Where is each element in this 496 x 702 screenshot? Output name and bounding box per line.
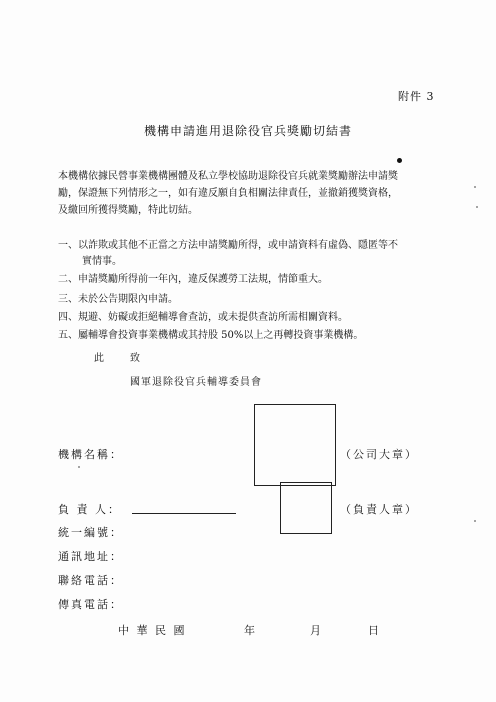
- intro-line: 本機構依據民營事業機構團體及私立學校協助退除役官兵就業獎勵辦法申請獎: [58, 171, 398, 182]
- condition-item: 三、未於公告期限內申請。: [58, 294, 178, 305]
- closing-phrase: 此 致: [94, 353, 148, 364]
- condition-item-continued: 實情事。: [82, 256, 122, 267]
- date-month: 月: [310, 624, 321, 637]
- fax-label: 傳真電話：: [58, 598, 123, 611]
- condition-item: 二、申請獎勵所得前一年內，違反保護勞工法規，情節重大。: [58, 274, 328, 285]
- address-label: 通訊地址：: [58, 550, 123, 563]
- intro-paragraph: [58, 168, 448, 219]
- ink-dot: [397, 158, 402, 163]
- org-name-label: 機構名稱：: [58, 448, 123, 461]
- company-seal-label: （公司大章）: [340, 448, 418, 461]
- scan-speck: [476, 206, 478, 208]
- date-era: 中 華 民 國: [118, 624, 187, 637]
- intro-line: 及繳回所獲得獎勵，特此切結。: [58, 205, 198, 216]
- unified-number-label: 統一編號：: [58, 526, 123, 539]
- signature-line: [132, 513, 236, 514]
- intro-line: 勵，保證無下列情形之一，如有違反願自負相關法律責任，並撤銷獲獎資格，: [58, 188, 398, 199]
- date-year: 年: [244, 624, 255, 637]
- scan-speck: [78, 466, 80, 468]
- document-title: 機構申請進用退除役官兵獎勵切結書: [143, 124, 352, 138]
- person-seal-box: [280, 482, 332, 534]
- scan-speck: [474, 520, 476, 522]
- scan-speck: [474, 186, 476, 188]
- person-in-charge-label: 負 責 人：: [58, 503, 121, 516]
- condition-item: 一、以詐欺或其他不正當之方法申請獎勵所得，或申請資料有虛偽、隱匿等不: [58, 240, 398, 251]
- attachment-label: 附件 3: [398, 90, 435, 103]
- person-seal-label: （負責人章）: [340, 503, 418, 516]
- condition-item: 五、屬輔導會投資事業機構或其持股 50%以上之再轉投資事業機構。: [58, 330, 364, 341]
- phone-label: 聯絡電話：: [58, 574, 123, 587]
- date-day: 日: [368, 624, 379, 637]
- condition-item: 四、規避、妨礙或拒絕輔導會查訪，或未提供查訪所需相關資料。: [58, 312, 348, 323]
- company-seal-box: [254, 404, 336, 486]
- recipient-name: 國軍退除役官兵輔導委員會: [130, 377, 262, 388]
